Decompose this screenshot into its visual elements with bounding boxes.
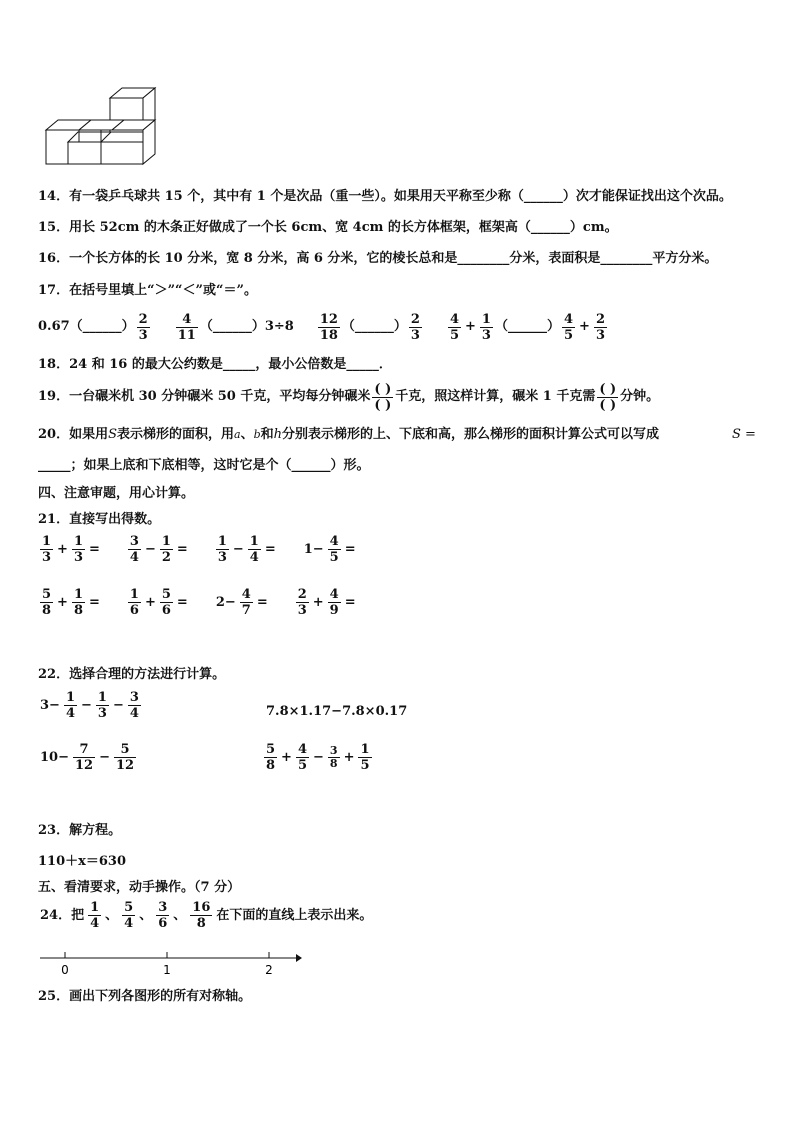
cube-figure (44, 86, 159, 166)
fraction: $\frac{7}{12}$ (74, 742, 94, 773)
question-17-row: 0.67（______） 2 3 4 11 （______） 3÷8 12 18 （______） 2 3 4 5 + 1 3 （______） 4 5 + 2 3 (38, 311, 605, 343)
q21-item: 2− $\frac{4}{7}$ = (215, 587, 268, 618)
fraction: $\frac{4}{7}$ (241, 587, 251, 618)
fraction: 4 5 (563, 311, 574, 343)
q23-equation: 110＋x＝630 (38, 854, 127, 869)
var-a: a (234, 428, 241, 441)
fraction: $\frac{1}{3}$ (73, 534, 83, 565)
var-h: h (273, 427, 283, 442)
var-S: S (108, 427, 117, 442)
section-5-heading: 五、看清要求，动手操作。（7 分） (38, 880, 241, 895)
section-4-heading: 四、注意审题，用心计算。 (38, 486, 195, 501)
q17-a-left: 0.67（______） (38, 319, 135, 334)
fraction: 4 5 (449, 311, 460, 343)
q17-d-paren: （______） (494, 319, 560, 334)
tick-label: 0 (61, 963, 69, 977)
q22-expr1: 3− $\frac{1}{4}$ − $\frac{1}{3}$ − $\frac{3}{4}$ (40, 690, 139, 721)
q17-b-paren: （______） (199, 319, 265, 334)
q21-item: 1− $\frac{4}{5}$ = (303, 534, 356, 565)
fraction: $\frac{1}{5}$ (360, 742, 370, 773)
fraction: $\frac{5}{4}$ (124, 900, 134, 931)
q21-item: $\frac{1}{3}$ + $\frac{1}{3}$ = (42, 534, 100, 565)
var-b: b (253, 428, 261, 441)
question-23-title: 23．解方程。 (38, 823, 122, 838)
fraction: $\frac{4}{5}$ (297, 742, 307, 773)
fraction: $\frac{1}{8}$ (73, 587, 83, 618)
fraction: $\frac{3}{4}$ (129, 534, 139, 565)
fraction: 2 3 (410, 311, 420, 343)
blank-fraction: ( ) ( ) (599, 381, 617, 413)
fraction: $\frac{1}{6}$ (129, 587, 139, 618)
question-25: 25．画出下列各图形的所有对称轴。 (38, 989, 252, 1004)
q17-b-right: 3÷8 (264, 319, 294, 334)
q21-item: $\frac{3}{4}$ − $\frac{1}{2}$ = (129, 534, 188, 565)
q22-expr2: 7.8×1.17−7.8×0.17 (266, 704, 408, 719)
fraction: $\frac{3}{8}$ (329, 744, 338, 770)
fraction: $\frac{5}{8}$ (42, 587, 52, 618)
question-21-title: 21．直接写出得数。 (38, 512, 161, 527)
fraction: $\frac{1}{4}$ (90, 900, 100, 931)
tick-label: 2 (265, 963, 273, 977)
q19-part2: 千克，照这样计算，碾米 1 千克需 (395, 389, 596, 404)
fraction: 12 18 (319, 311, 338, 343)
fraction: $\frac{16}{8}$ (192, 900, 211, 931)
question-20-line2: _____；如果上底和下底相等，这时它是个（______）形。 (38, 458, 370, 473)
q21-item: $\frac{1}{3}$ − $\frac{1}{4}$ = (217, 534, 276, 565)
fraction: $\frac{3}{4}$ (129, 690, 139, 721)
question-17-title: 17．在括号里填上“＞”“＜”或“＝”。 (38, 283, 257, 298)
fraction: 1 3 (481, 311, 491, 343)
q21-item: $\frac{2}{3}$ + $\frac{4}{9}$ = (297, 587, 356, 618)
number-line (38, 950, 303, 980)
q21-item: $\frac{1}{6}$ + $\frac{5}{6}$ = (129, 587, 188, 618)
q22-expr4: $\frac{5}{8}$ + $\frac{4}{5}$ − $\frac{3}{8}$ + $\frac{1}{5}$ (266, 742, 370, 773)
question-20-line1: 20．如果用S表示梯形的面积，用a、b和h分别表示梯形的上、下底和高，那么梯形的面积计算公式可以写成 (38, 427, 660, 442)
fraction: $\frac{3}{6}$ (158, 900, 168, 931)
q21-item: $\frac{5}{8}$ + $\frac{1}{8}$ = (42, 587, 100, 618)
question-14: 14．有一袋乒乓球共 15 个，其中有 1 个是次品（重一些）。如果用天平称至少称（______）次才能保证找出这个次品。 (38, 189, 732, 204)
question-24: 24．把 $\frac{1}{4}$ 、 $\frac{5}{4}$ 、 $\frac{3}{6}$ 、 $\frac{16}{8}$ 在下面的直线上表示出来。 (40, 900, 373, 931)
fraction: $\frac{1}{2}$ (161, 534, 171, 565)
question-16: 16．一个长方体的长 10 分米，宽 8 分米，高 6 分米，它的棱长总和是________分米，表面积是________平方分米。 (38, 251, 718, 266)
fraction: $\frac{1}{3}$ (217, 534, 227, 565)
fraction: $\frac{4}{5}$ (329, 534, 339, 565)
fraction: $\frac{5}{8}$ (266, 742, 276, 773)
fraction: 2 3 (595, 311, 605, 343)
q22-expr3: 10− $\frac{7}{12}$ − $\frac{5}{12}$ (40, 742, 135, 773)
formula-S: S = (732, 427, 756, 442)
question-15: 15．用长 52cm 的木条正好做成了一个长 6cm、宽 4cm 的长方体框架，框架高（______）cm。 (38, 220, 618, 235)
fraction: $\frac{4}{9}$ (329, 587, 339, 618)
q17-c-paren: （______） (341, 319, 407, 334)
blank-fraction: ( ) ( ) (374, 381, 392, 413)
fraction: $\frac{1}{4}$ (65, 690, 75, 721)
q21-row2 (38, 587, 382, 618)
fraction: $\frac{5}{6}$ (161, 587, 171, 618)
fraction: $\frac{1}{3}$ (97, 690, 107, 721)
question-18: 18．24 和 16 的最大公约数是_____，最小公倍数是_____． (38, 357, 392, 372)
fraction: $\frac{1}{4}$ (249, 534, 259, 565)
fraction: $\frac{2}{3}$ (297, 587, 307, 618)
fraction: 2 3 (138, 311, 148, 343)
q19-part3: 分钟。 (620, 389, 660, 404)
tick-label: 1 (163, 963, 171, 977)
fraction: $\frac{1}{3}$ (42, 534, 52, 565)
q21-row1 (38, 534, 382, 565)
question-19 (38, 380, 659, 414)
q19-part1: 19．一台碾米机 30 分钟碾米 50 千克，平均每分钟碾米 (38, 389, 371, 404)
question-22-title: 22．选择合理的方法进行计算。 (38, 667, 226, 682)
fraction: $\frac{5}{12}$ (115, 742, 135, 773)
fraction: 4 11 (177, 311, 196, 343)
